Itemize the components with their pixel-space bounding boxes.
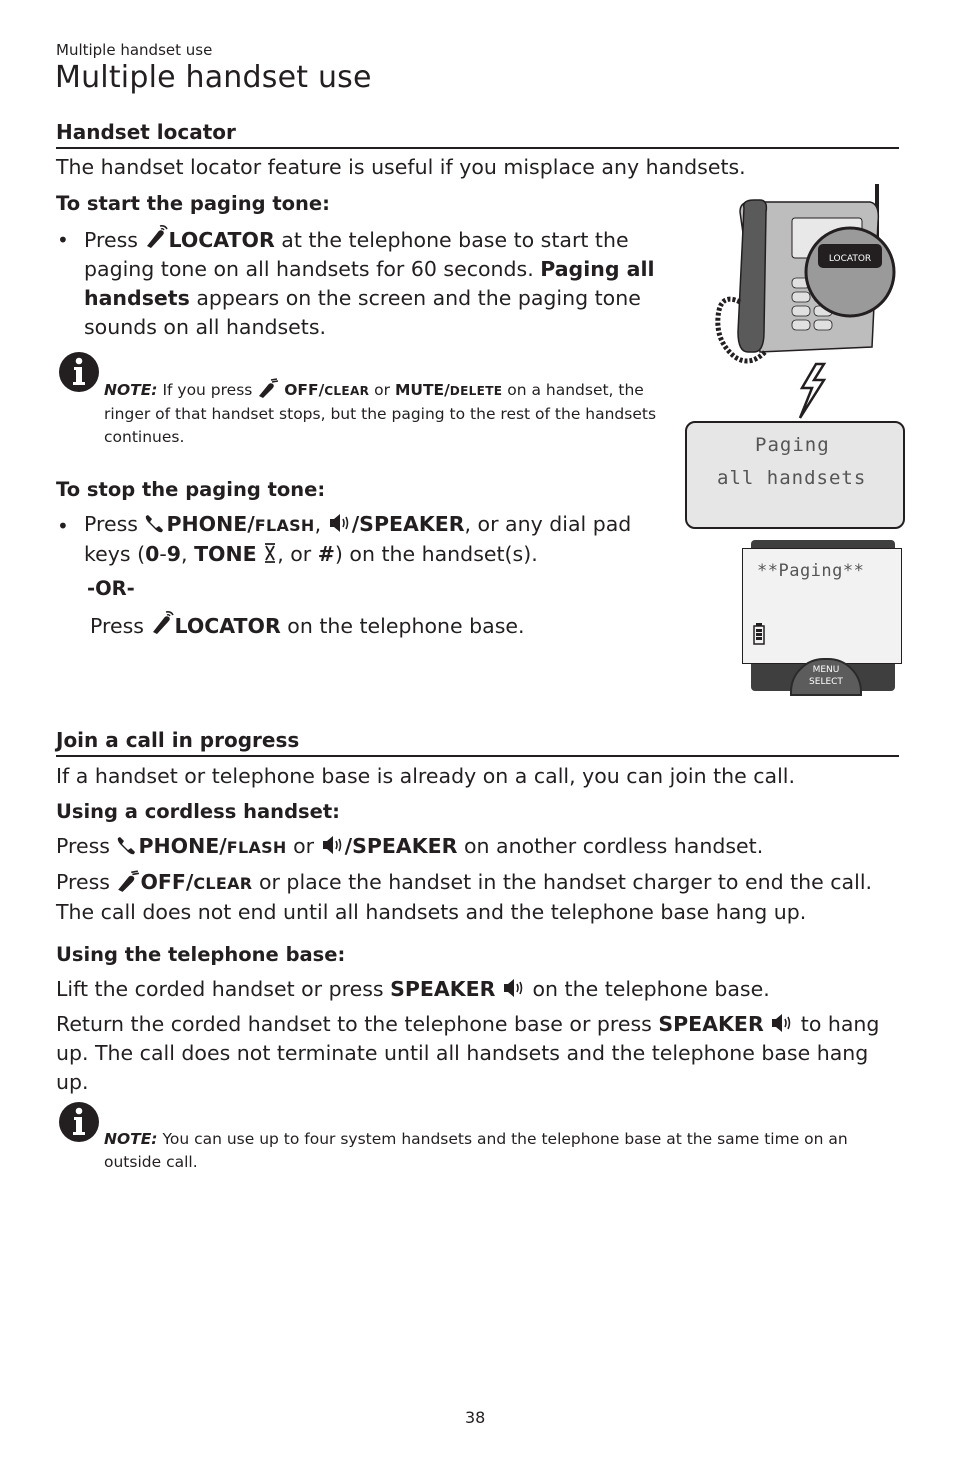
- locator-icon: [144, 228, 168, 252]
- speaker-icon: [770, 1012, 794, 1036]
- key-0: 0: [145, 542, 160, 566]
- flash-key: FLASH: [226, 838, 287, 857]
- battery-icon: [753, 623, 765, 649]
- stop-text-end: ) on the handset(s).: [334, 542, 538, 566]
- page-title: Multiple handset use: [55, 60, 372, 95]
- phone-icon: [116, 834, 138, 858]
- tone-key: TONE: [194, 542, 257, 566]
- speaker-icon: [328, 512, 352, 536]
- tone-icon: [263, 542, 277, 566]
- stop-paging-instruction: [84, 510, 684, 569]
- locator-icon: [150, 614, 174, 638]
- info-icon: [57, 1100, 101, 1144]
- key-9: 9: [166, 542, 182, 566]
- speaker-key: SPEAKER: [390, 977, 496, 1001]
- mute-key: MUTE/: [394, 381, 450, 399]
- info-icon: [57, 350, 101, 394]
- note-paging: [104, 378, 684, 449]
- cordless-join-text: on another cordless handset.: [457, 834, 764, 858]
- hash-key: #: [317, 542, 335, 566]
- speaker-key: SPEAKER: [658, 1012, 764, 1036]
- page-number: 38: [465, 1408, 486, 1427]
- cordless-end-instruction: [56, 868, 901, 927]
- off-icon: [257, 381, 279, 399]
- start-paging-instruction: [84, 224, 689, 342]
- section-rule: [56, 755, 899, 757]
- base-hangup-text-end: to hang up. The call does not terminate until all handsets and the telephone base hang up.: [56, 1012, 880, 1094]
- stop-text: , or: [277, 542, 318, 566]
- delete-key: DELETE: [449, 384, 503, 398]
- base-hangup-instruction: [56, 1010, 901, 1097]
- note-label: NOTE:: [104, 1130, 158, 1148]
- base-join-text-end: on the telephone base.: [525, 977, 770, 1001]
- start-text: at the telephone base to start the paging tone on all handsets for 60 seconds.: [84, 228, 629, 281]
- press-text: Press: [84, 512, 138, 536]
- locator-key-label: LOCATOR: [174, 614, 281, 638]
- bullet: •: [57, 228, 69, 252]
- locator-key-label: LOCATOR: [168, 228, 275, 252]
- running-header: Multiple handset use: [56, 41, 213, 59]
- select-label: SELECT: [809, 677, 843, 687]
- speaker-key: /SPEAKER: [351, 512, 465, 536]
- off-icon: [116, 870, 140, 894]
- comma: ,: [314, 512, 322, 536]
- note-label: NOTE:: [104, 381, 158, 399]
- locator-intro: The handset locator feature is useful if you misplace any handsets.: [56, 155, 746, 179]
- comma: ,: [181, 542, 195, 566]
- dash: -: [159, 542, 167, 566]
- lcd-line-1: Paging: [755, 434, 830, 456]
- section-heading-join-call: Join a call in progress: [56, 728, 300, 752]
- base-heading: Using the telephone base:: [56, 943, 346, 966]
- cordless-join-instruction: [56, 832, 763, 862]
- speaker-icon: [502, 977, 526, 1001]
- handset-screen-text: **Paging**: [757, 561, 865, 581]
- stop-text: , or any dial pad keys (: [84, 512, 632, 566]
- start-text-end: appears on the screen and the paging tone sounds on all handsets.: [84, 286, 641, 339]
- or-text: or: [286, 834, 321, 858]
- press-text: Press: [84, 228, 138, 252]
- or-text: or: [369, 381, 395, 399]
- section-heading-handset-locator: Handset locator: [56, 120, 236, 144]
- section-rule: [56, 147, 899, 149]
- note-text: If you press: [157, 381, 258, 399]
- base-hangup-text: Return the corded handset to the telephone base or press: [56, 1012, 659, 1036]
- clear-key: CLEAR: [324, 384, 370, 398]
- stop-paging-heading: To stop the paging tone:: [56, 478, 326, 501]
- menu-label: MENU: [812, 665, 840, 675]
- lightning-icon: [800, 364, 824, 418]
- note-text-end: on a handset, the ringer of that handset stops, but the paging to the rest of the handsets continues.: [104, 381, 657, 446]
- phone-key: PHONE/: [166, 512, 255, 536]
- clear-key: CLEAR: [193, 874, 253, 893]
- handset-screen: [742, 548, 902, 664]
- press-text: Press: [90, 614, 144, 638]
- note-system-handsets: [104, 1128, 899, 1174]
- phone-key: PHONE/: [138, 834, 227, 858]
- speaker-key: /SPEAKER: [344, 834, 458, 858]
- press-text: Press: [56, 834, 117, 858]
- telephone-base-illustration: [710, 182, 910, 420]
- bullet: •: [57, 514, 69, 538]
- paging-all-handsets-label: Paging all handsets: [84, 257, 655, 310]
- press-locator-text: on the telephone base.: [280, 614, 525, 638]
- join-intro: If a handset or telephone base is already on a call, you can join the call.: [56, 764, 795, 788]
- off-key: OFF/: [140, 870, 194, 894]
- base-join-text: Lift the corded handset or press: [56, 977, 391, 1001]
- note-text: You can use up to four system handsets and the telephone base at the same time on an outside call.: [104, 1130, 848, 1171]
- locator-button-label: LOCATOR: [828, 254, 872, 264]
- flash-key: FLASH: [254, 516, 315, 535]
- phone-icon: [144, 512, 166, 536]
- press-locator-instruction: [90, 610, 525, 641]
- start-paging-heading: To start the paging tone:: [56, 192, 330, 215]
- or-label: -OR-: [87, 577, 135, 600]
- speaker-icon: [321, 834, 345, 858]
- base-join-instruction: [56, 975, 770, 1004]
- lcd-line-2: all handsets: [717, 467, 867, 489]
- off-key: OFF/: [284, 381, 325, 399]
- press-text: Press: [56, 870, 117, 894]
- base-lcd-display: [685, 421, 905, 529]
- cordless-heading: Using a cordless handset:: [56, 800, 340, 823]
- cordless-end-text: or place the handset in the handset charger to end the call. The call does not end until all handsets and the telephone base hang up.: [56, 870, 873, 924]
